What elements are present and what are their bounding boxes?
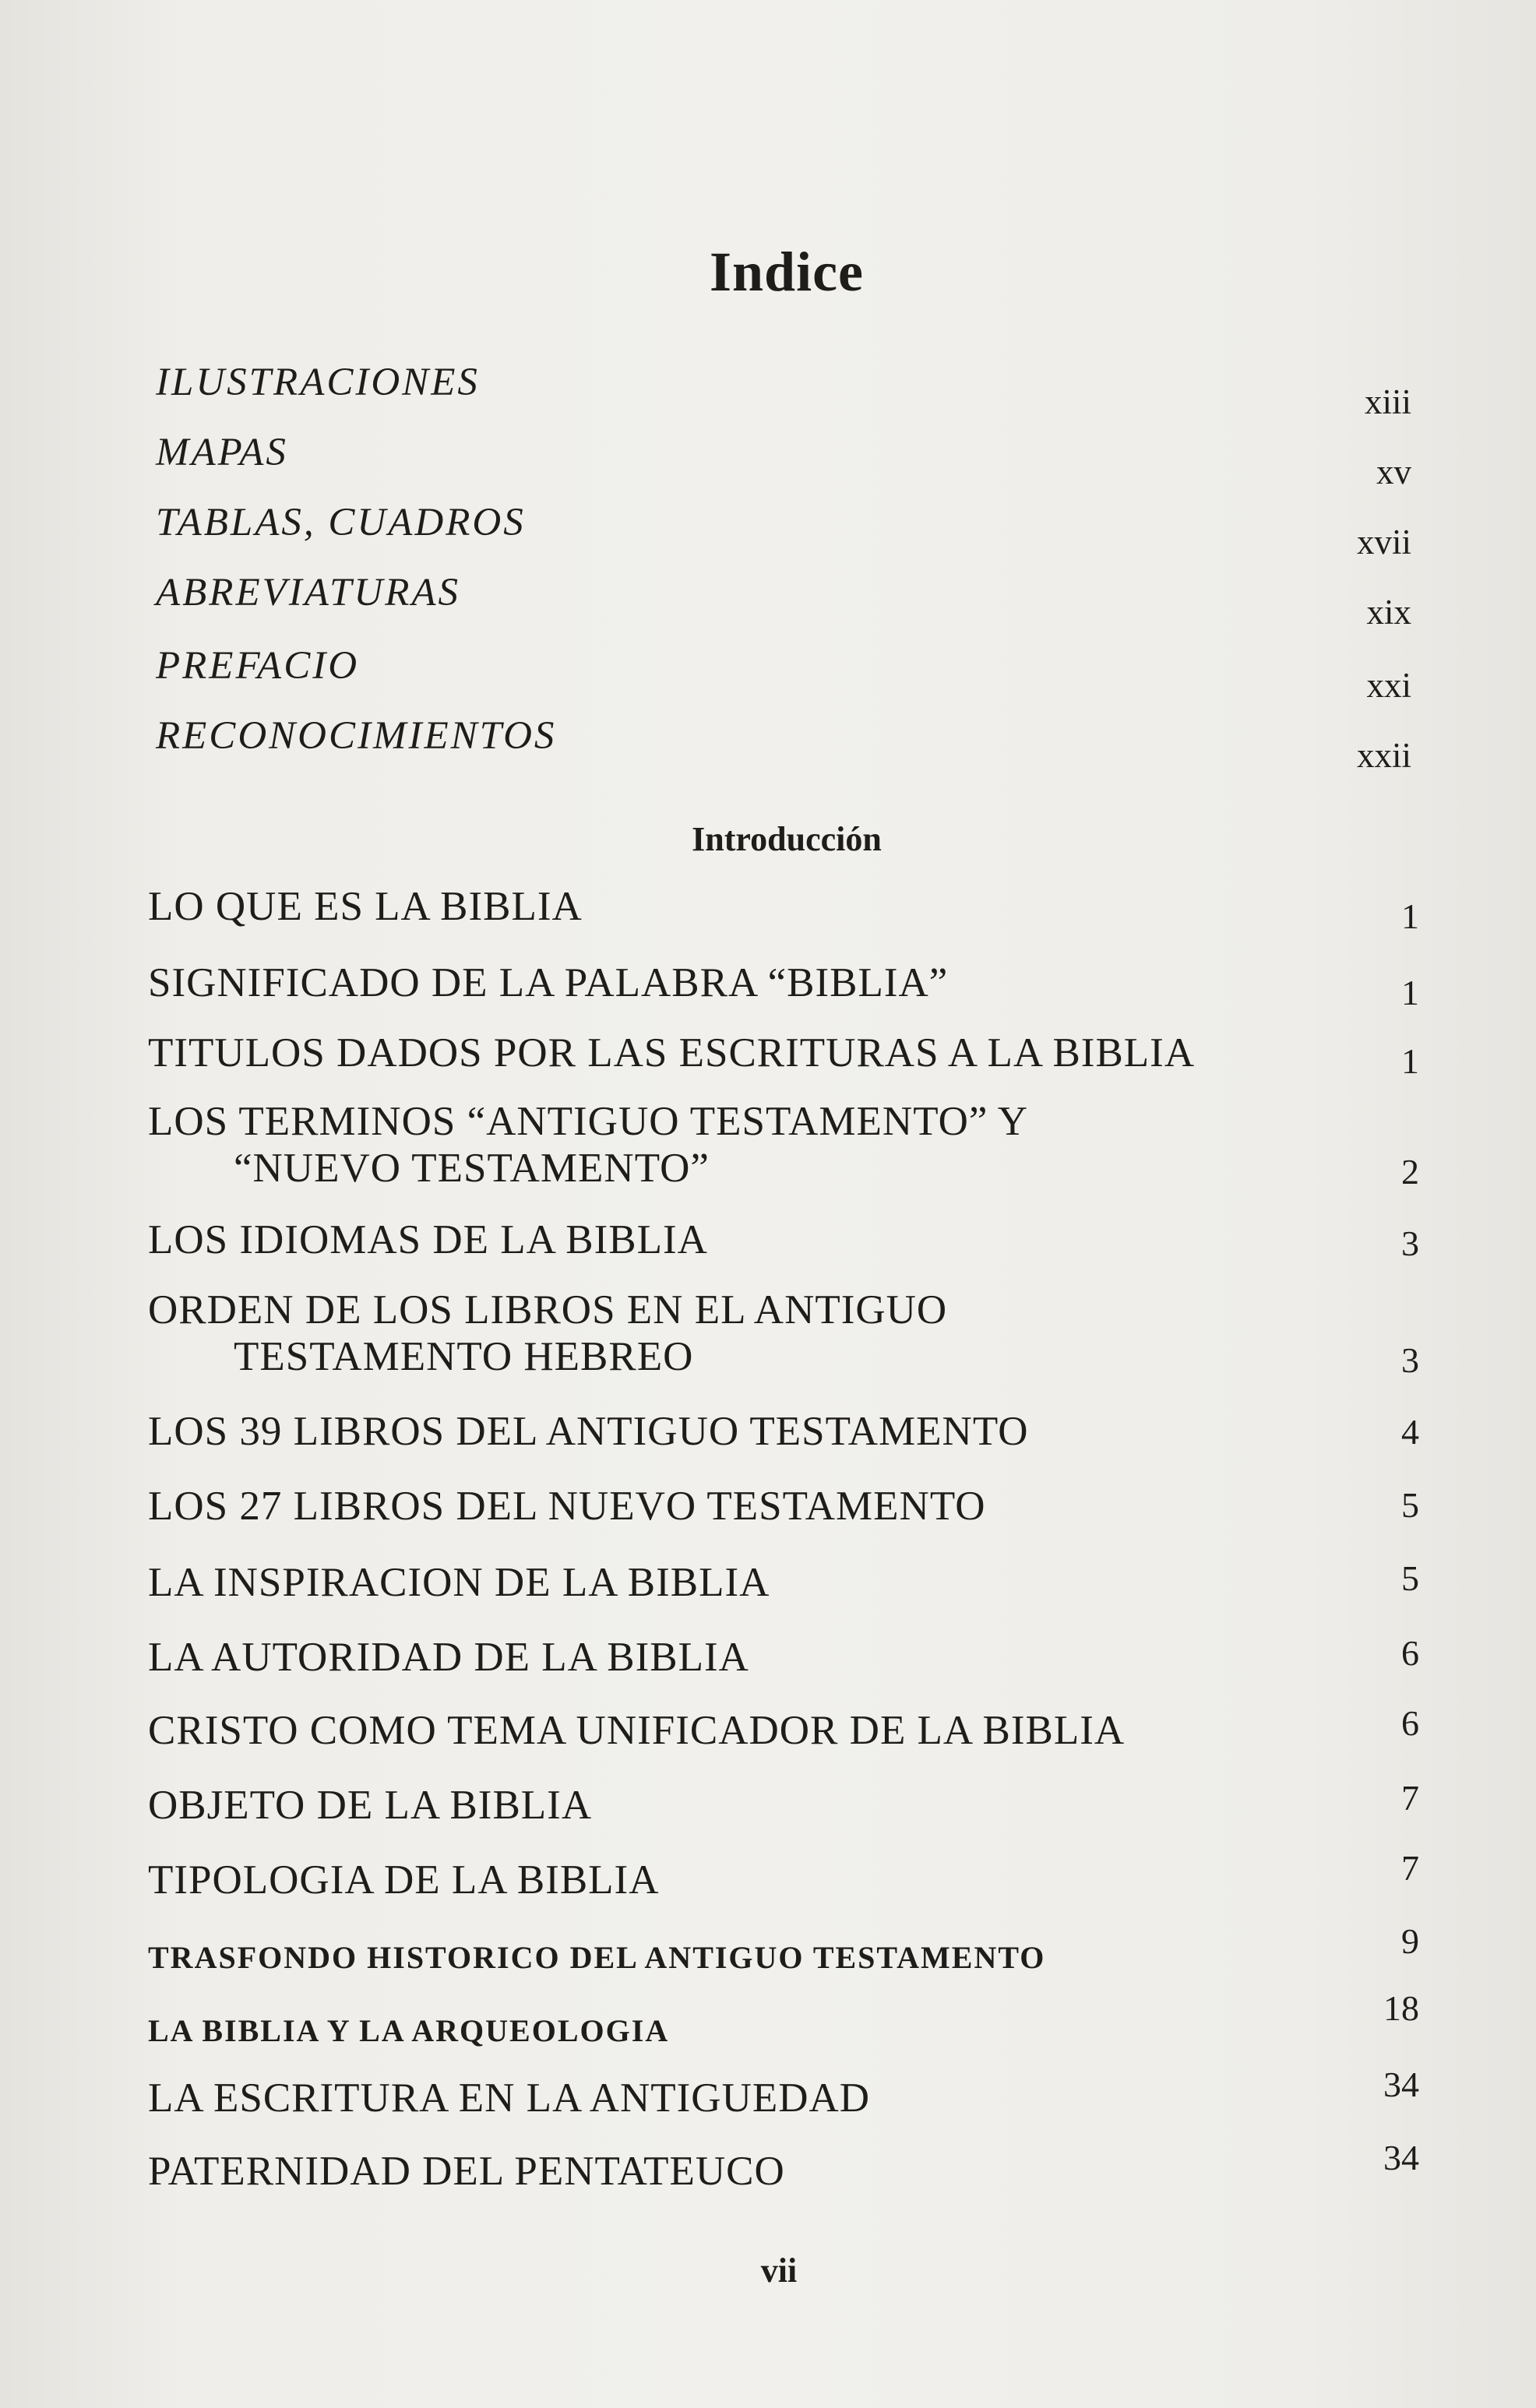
- toc-entry-title-line2: “NUEVO TESTAMENTO”: [234, 1146, 710, 1191]
- front-matter-page: xvii: [1356, 523, 1411, 562]
- toc-entry-page: 4: [1401, 1412, 1419, 1452]
- toc-entry-title: TITULOS DADOS POR LAS ESCRITURAS A LA BIBLIA: [148, 1030, 1196, 1076]
- front-matter-label: MAPAS: [156, 431, 288, 474]
- toc-entry-title: LA ESCRITURA EN LA ANTIGUEDAD: [148, 2075, 871, 2121]
- front-matter-label: PREFACIO: [156, 644, 360, 688]
- toc-entry-page: 9: [1401, 1921, 1419, 1961]
- front-matter-item: [156, 570, 1411, 640]
- toc-entry-page: 2: [1401, 1152, 1419, 1192]
- toc-entry-page: 1: [1401, 896, 1419, 936]
- front-matter-item: [156, 500, 1411, 570]
- toc-entry-page: 18: [1383, 1988, 1419, 2028]
- toc-entry-page: 34: [1383, 2138, 1419, 2177]
- toc-entry-title-line1: LOS TERMINOS “ANTIGUO TESTAMENTO” Y: [148, 1099, 1028, 1144]
- front-matter-item: [156, 360, 1411, 430]
- toc-entry-page: 1: [1401, 973, 1419, 1012]
- page-number: vii: [760, 2251, 798, 2290]
- front-matter-label: ABREVIATURAS: [156, 571, 461, 614]
- front-matter-item: [156, 643, 1411, 713]
- front-matter-label: ILUSTRACIONES: [156, 361, 480, 404]
- toc-entry-title: PATERNIDAD DEL PENTATEUCO: [148, 2149, 785, 2194]
- toc-entry-page: 7: [1401, 1848, 1419, 1888]
- front-matter-page: xxii: [1356, 736, 1411, 775]
- front-matter-page: xv: [1376, 452, 1411, 491]
- toc-entry-page: 34: [1383, 2065, 1419, 2104]
- front-matter-label: RECONOCIMIENTOS: [156, 714, 557, 758]
- toc-entry-page: 1: [1401, 1041, 1419, 1081]
- front-matter-page: xiii: [1364, 382, 1411, 421]
- toc-entry-title: LA INSPIRACION DE LA BIBLIA: [148, 1560, 770, 1605]
- front-matter-item: [156, 713, 1411, 783]
- page-title: Indice: [709, 241, 865, 303]
- toc-entry-title-line2: TESTAMENTO HEBREO: [234, 1334, 694, 1379]
- toc-entry-page: 5: [1401, 1558, 1419, 1598]
- toc-entry-title: [148, 1098, 1028, 1192]
- toc-entry-title: TIPOLOGIA DE LA BIBLIA: [148, 1857, 660, 1903]
- front-matter-page: xix: [1366, 593, 1411, 632]
- toc-entry-title: CRISTO COMO TEMA UNIFICADOR DE LA BIBLIA: [148, 1708, 1126, 1753]
- front-matter-item: [156, 430, 1411, 500]
- toc-entry-page: 5: [1401, 1485, 1419, 1525]
- toc-entry-page: 6: [1401, 1703, 1419, 1743]
- toc-entry-title: LA AUTORIDAD DE LA BIBLIA: [148, 1635, 749, 1680]
- toc-entry-page: 3: [1401, 1340, 1419, 1380]
- front-matter-page: xxi: [1366, 666, 1411, 705]
- section-heading: Introducción: [692, 820, 882, 858]
- toc-entry-page: 6: [1401, 1633, 1419, 1673]
- toc-entry-title: SIGNIFICADO DE LA PALABRA “BIBLIA”: [148, 960, 949, 1005]
- toc-entry-page: 7: [1401, 1778, 1419, 1818]
- toc-entry-title: LOS 27 LIBROS DEL NUEVO TESTAMENTO: [148, 1484, 986, 1529]
- toc-entry-title: LOS IDIOMAS DE LA BIBLIA: [148, 1217, 708, 1262]
- front-matter-label: TABLAS, CUADROS: [156, 501, 526, 544]
- toc-entry-title: LA BIBLIA Y LA ARQUEOLOGIA: [148, 2013, 670, 2048]
- toc-entry-page: 3: [1401, 1223, 1419, 1263]
- toc-entry-title: LOS 39 LIBROS DEL ANTIGUO TESTAMENTO: [148, 1409, 1029, 1454]
- toc-entry-title-line1: ORDEN DE LOS LIBROS EN EL ANTIGUO: [148, 1287, 948, 1332]
- toc-entry-title: [148, 1287, 947, 1380]
- toc-entry-title: LO QUE ES LA BIBLIA: [148, 884, 583, 929]
- toc-entry-title: TRASFONDO HISTORICO DEL ANTIGUO TESTAMENTO: [148, 1940, 1046, 1975]
- toc-entry-title: OBJETO DE LA BIBLIA: [148, 1783, 593, 1828]
